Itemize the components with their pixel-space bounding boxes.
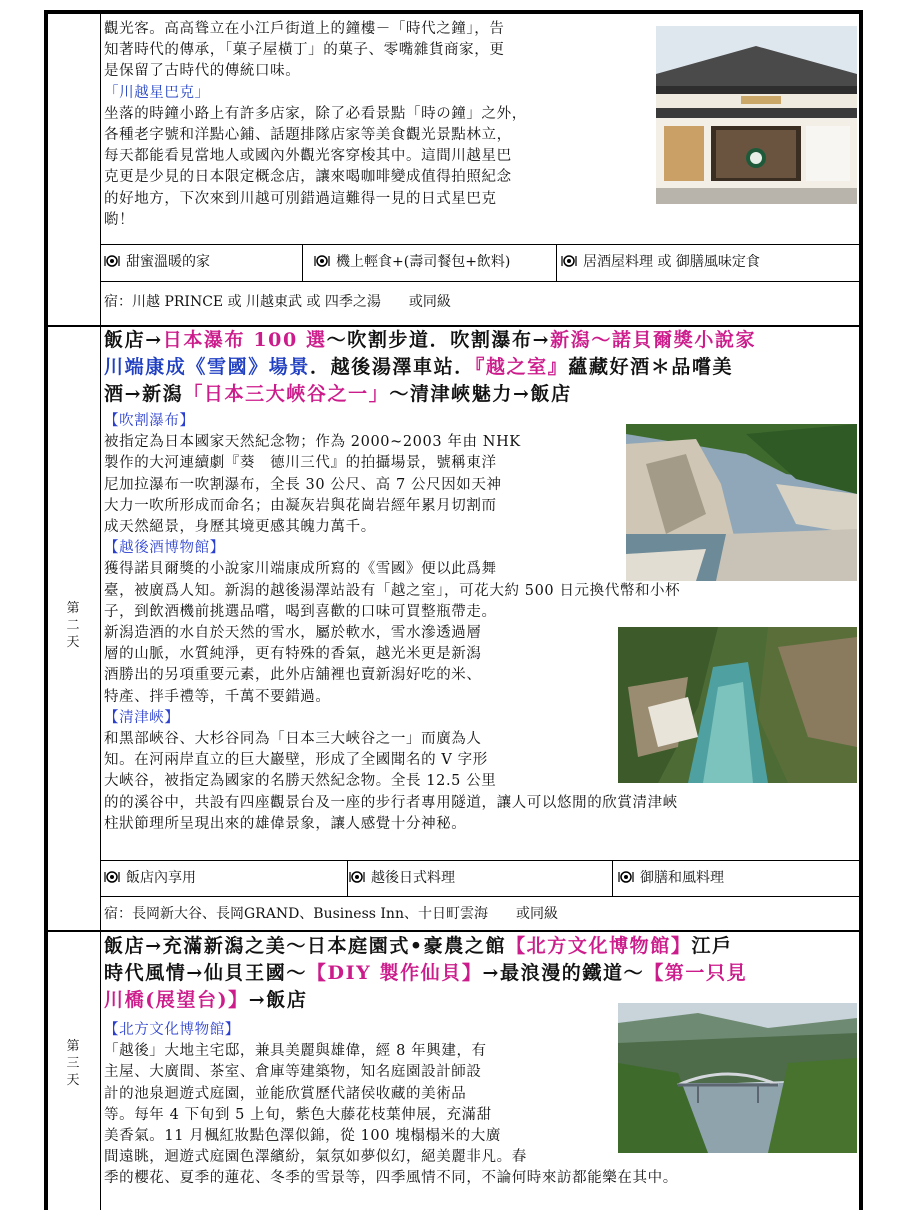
day1-intro-text: 觀光客。高高聳立在小江戶街道上的鐘樓－「時代之鐘」，告 知著時代的傳承，「菓子屋橫丁」的菓子、零嘴雜貨商家，更 是保留了古時代的傳統口味。 「川越星巴克」 坐落的時鐘小路上有許多店家，除了必看景點「時の鐘」之外， 各種老字號和洋點心鋪、話題排隊店家等美食觀光景點林立， 每天都能看見當地人或國內外觀光客穿梭其中。這間川越星巴 克更是少見的日本限定概念店，讓來喝咖啡變成值得拍照紀念 的好地方，下次來到川越可別錯過這難得一見的日式星巴克 喲！ (104, 19, 644, 231)
meal-lunch: 機上輕食+(壽司餐包+飲料) (314, 252, 510, 272)
row-divider (101, 244, 859, 245)
meal-dinner: 居酒屋料理 或 御膳風味定食 (561, 252, 760, 272)
meal-divider (556, 244, 557, 281)
museum-heading: 【北方文化博物館】 (104, 1022, 240, 1038)
row-divider (101, 860, 859, 861)
sake-museum-heading: 【越後酒博物館】 (104, 540, 225, 557)
meal-dinner: 御膳和風料理 (618, 868, 724, 888)
meal-divider (347, 860, 348, 896)
starbucks-heading: 「川越星巴克」 (104, 84, 210, 101)
meal-breakfast: 甜蜜溫暖的家 (104, 252, 210, 272)
day-column-divider (100, 14, 101, 1210)
day-label: 第 三 天 (66, 1039, 80, 1088)
hotel-info: 宿：川越 PRINCE 或 川越東武 或 四季之湯 或同級 (104, 294, 451, 310)
meal-icon (104, 869, 120, 885)
kiyotsu-gorge-photo (618, 627, 857, 783)
day3-title: 飯店→充滿新潟之美～日本庭園式•豪農之館【北方文化博物館】江戶 時代風情→仙貝王國～【DIY 製作仙貝】→最浪漫的鐵道～【第一只見 川橋(展望台)】→飯店 (104, 935, 748, 1011)
fukiware-falls-photo (626, 424, 857, 581)
day-label: 第 二 天 (66, 601, 80, 650)
hotel-info: 宿：長岡新大谷、長岡GRAND、Business Inn、十日町雲海 或同級 (104, 906, 558, 922)
kawagoe-starbucks-photo (656, 26, 857, 204)
meal-icon (314, 253, 330, 269)
meal-icon (349, 869, 365, 885)
meal-icon (104, 253, 120, 269)
meal-breakfast: 飯店內享用 (104, 868, 196, 888)
kiyotsu-heading: 【清津峽】 (104, 709, 180, 726)
meal-icon (561, 253, 577, 269)
meal-divider (612, 860, 613, 896)
row-divider (101, 281, 859, 282)
meal-lunch: 越後日式料理 (349, 868, 455, 888)
day2-body: 【吹割瀑布】 被指定為日本國家天然紀念物；作為 2000~2003 年由 NHK 製作的大河連續劇『葵 德川三代』的拍攝場景，號稱東洋 尼加拉瀑布一吹割瀑布，全長 30 公尺、高 7 公尺因如天神 大力一吹所形成而命名；由凝灰岩與花崗岩經年累月切割而 成天然絕景，身歷其境更感其魄力萬千。 【越後酒博物館】 獲得諾貝爾獎的小說家川端康成所寫的《雪國》便以此爲舞 臺，被廣爲人知。新潟的越後湯澤站設有「越之室」，可花大約 500 日元換代幣和小杯 子，到飲酒機前挑選品嚐，喝到喜歡的口味可買整瓶帶走。 新潟造酒的水自於天然的雪水，屬於軟水，雪水滲透過層 層的山脈，水質純淨，更有特殊的香氣，越光米更是新潟 酒勝出的另項重要元素，此外店舖裡也賣新潟好吃的米、 特產、拌手禮等，千萬不要錯過。 【清津峽】 和黑部峽谷、大杉谷同為「日本三大峽谷之一」而廣為人 知。在河兩岸直立的巨大巖壁，形成了全國聞名的 V 字形 大峽谷，被指定為國家的名勝天然紀念物。全長 12.5 公里 的的溪谷中，共設有四座觀景台及一座的步行者專用隧道，讓人可以悠閒的欣賞清津峽 柱狀節理所呈現出來的雄偉景象，讓人感覺十分神秘。 (104, 411, 864, 835)
day-divider (48, 930, 859, 932)
day3-body: 【北方文化博物館】 「越後」大地主宅邸，兼具美麗與雄偉，經 8 年興建，有 主屋、大廣間、茶室、倉庫等建築物，知名庭園設計師設 計的池泉迴遊式庭園，並能欣賞歷代諸侯收藏的美術品 等。每年 4 下旬到 5 上旬，紫色大藤花枝葉伸展，充滿甜 美香氣。11 月楓紅妝點色澤似錦，從 100 塊榻榻米的大廣 間遠眺，迴遊式庭園色澤繽紛，氣氛如夢似幻，絕美麗非凡。春 季的櫻花、夏季的蓮花、冬季的雪景等，四季風情不同，不論何時來訪都能樂在其中。 (104, 1020, 864, 1190)
meal-icon (618, 869, 634, 885)
row-divider (101, 896, 859, 897)
tadami-bridge-photo (618, 1003, 857, 1153)
fukiware-heading: 【吹割瀑布】 (104, 413, 195, 429)
day2-title: 飯店→日本瀑布 100 選～吹割步道．吹割瀑布→新潟～諾貝爾獎小說家 川端康成《雪國》場景．越後湯澤車站．『越之室』蘊藏好酒＊品嚐美 酒→新潟「日本三大峽谷之一」～清津峽魅力→飯店 (104, 329, 757, 405)
meal-divider (302, 244, 303, 281)
